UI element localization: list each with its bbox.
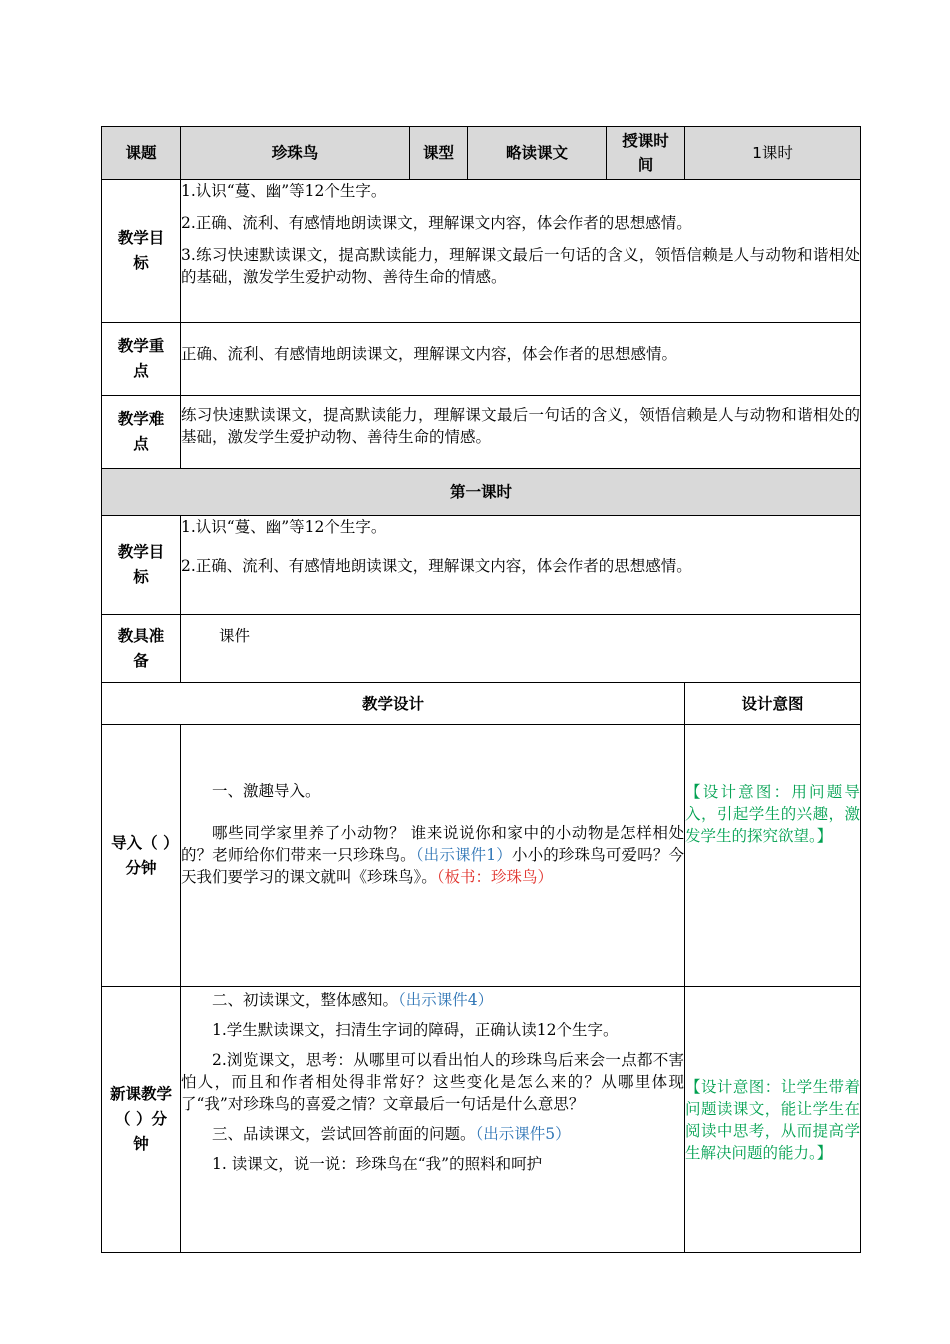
tools-text: 课件 (181, 615, 861, 683)
lesson-plan-table (101, 126, 861, 1253)
goal-2: 2.正确、流利、有感情地朗读课文，理解课文内容，体会作者的思想感情。 (181, 214, 692, 232)
key-points-row (102, 323, 861, 396)
lesson1-goals-cell (181, 516, 861, 615)
new-lesson-intent (685, 987, 861, 1253)
goal-3: 3.练习快速默读课文，提高默读能力，理解课文最后一句话的含义，领悟信赖是人与动物和谐相处的基础，激发学生爱护动物、善待生命的情感。 (181, 246, 860, 286)
lesson1-goals-label-text: 教学目标 (117, 543, 165, 586)
lesson-type: 略读课文 (468, 127, 607, 180)
tools-label (102, 615, 181, 683)
design-header: 教学设计 (102, 683, 685, 725)
intro-label (102, 725, 181, 987)
lesson-title: 珍珠鸟 (181, 127, 410, 180)
label-title: 课题 (102, 127, 181, 180)
new-heading-2-note: （出示课件5） (475, 1125, 571, 1143)
difficulties-label (102, 396, 181, 469)
intro-paragraph (181, 822, 684, 888)
label-time-text: 授课时间 (622, 132, 669, 174)
new-lesson-label-text: 新课教学（ ）分钟 (110, 1085, 173, 1153)
goals-cell (181, 180, 861, 323)
label-type: 课型 (410, 127, 468, 180)
lesson1-goals-label (102, 516, 181, 615)
new-heading-1-text: 二、初读课文，整体感知。 (212, 991, 399, 1009)
goal-1: 1.认识“蔓、幽”等12个生字。 (181, 182, 387, 200)
periods: 1课时 (685, 127, 861, 180)
intent-header: 设计意图 (685, 683, 861, 725)
key-points-label (102, 323, 181, 396)
header-row (102, 127, 861, 180)
intro-intent (685, 725, 861, 987)
label-time (607, 127, 685, 180)
intro-intent-text: 【设计意图：用问题导入，引起学生的兴趣，激发学生的探究欲望。】 (685, 783, 860, 845)
goals-row (102, 180, 861, 323)
new-lesson-content (181, 987, 685, 1253)
intro-text-2: 小小的珍珠鸟可爱吗？今天我们要学习的课文就叫《珍珠鸟》。 (181, 846, 684, 886)
tools-row (102, 615, 861, 683)
new-item-1: 1.学生默读课文，扫清生字词的障碍，正确认读12个生字。 (212, 1021, 619, 1039)
design-header-row (102, 683, 861, 725)
new-lesson-row (102, 987, 861, 1253)
new-heading-2-text: 三、品读课文，尝试回答前面的问题。 (212, 1125, 476, 1143)
intro-text-1: 哪些同学家里养了小动物？ 谁来说说你和家中的小动物是怎样相处的？老师给你们带来一只珍珠鸟。 (181, 824, 684, 864)
key-points-text: 正确、流利、有感情地朗读课文，理解课文内容，体会作者的思想感情。 (181, 323, 861, 396)
lesson1-goal-1: 1.认识“蔓、幽”等12个生字。 (181, 518, 387, 536)
key-points-label-text: 教学重点 (117, 337, 165, 380)
goals-label-text: 教学目标 (117, 229, 165, 272)
new-heading-2 (181, 1123, 684, 1145)
intro-content (181, 725, 685, 987)
new-lesson-label (102, 987, 181, 1253)
intro-note-1: （出示课件1） (415, 846, 512, 864)
goals-label (102, 180, 181, 323)
lesson1-goals-row (102, 516, 861, 615)
new-lesson-scroll (181, 989, 684, 1251)
difficulties-row (102, 396, 861, 469)
new-lesson-intent-text: 【设计意图：让学生带着问题读课文，能让学生在阅读中思考，从而提高学生解决问题的能力。】 (685, 1077, 860, 1162)
difficulties-label-text: 教学难点 (117, 410, 165, 453)
tools-label-text: 教具准备 (117, 626, 165, 670)
lesson1-title-row (102, 469, 861, 516)
new-heading-1-note: （出示课件4） (398, 991, 494, 1009)
intro-note-2: （板书：珍珠鸟） (436, 868, 554, 886)
new-item-2: 2.浏览课文，思考：从哪里可以看出怕人的珍珠鸟后来会一点都不害怕人，而且和作者相处得非常好？这些变化是怎么来的？从哪里体现了“我”对珍珠鸟的喜爱之情？文章最后一句话是什么意思？ (181, 1051, 684, 1113)
difficulties-text: 练习快速默读课文，提高默读能力，理解课文最后一句话的含义，领悟信赖是人与动物和谐相处的基础，激发学生爱护动物、善待生命的情感。 (181, 396, 861, 469)
lesson1-goal-2: 2.正确、流利、有感情地朗读课文，理解课文内容，体会作者的思想感情。 (181, 557, 692, 575)
new-heading-1 (181, 989, 684, 1011)
lesson1-title: 第一课时 (102, 469, 861, 516)
intro-label-text: 导入（ ）分钟 (111, 833, 171, 877)
intro-row (102, 725, 861, 987)
intro-heading: 一、激趣导入。 (212, 782, 321, 800)
new-item-3: 1. 读课文，说一说：珍珠鸟在“我”的照料和呵护 (212, 1155, 543, 1173)
